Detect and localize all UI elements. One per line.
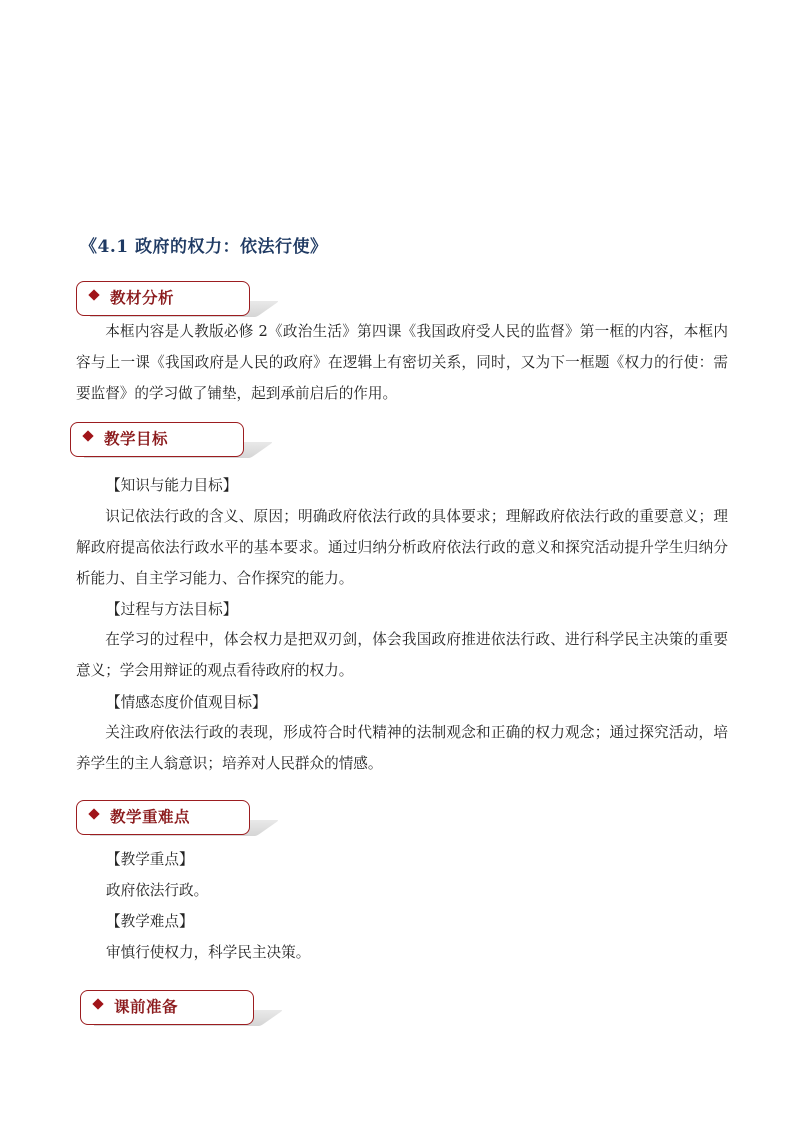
difficulty-text: 审慎行使权力，科学民主决策。	[106, 944, 311, 961]
section-heading-analysis	[76, 281, 276, 316]
emotion-goal-label: 【情感态度价值观目标】	[106, 694, 267, 711]
section-heading-key-points	[76, 800, 276, 835]
section-heading-label: 教学重难点	[110, 807, 191, 826]
knowledge-goal-paragraph: 识记依法行政的含义、原因；明确政府依法行政的具体要求；理解政府依法行政的重要意义；理解政府提高依法行政水平的基本要求。通过归纳分析政府依法行政的意义和探究活动提升学生归纳分析能力、自主学习能力、合作探究的能力。	[76, 508, 728, 587]
focus-text: 政府依法行政。	[106, 882, 209, 899]
process-goal-label: 【过程与方法目标】	[106, 601, 238, 618]
section-heading-label: 教学目标	[104, 429, 169, 448]
analysis-paragraph: 本框内容是人教版必修 2《政治生活》第四课《我国政府受人民的监督》第一框的内容，本框内容与上一课《我国政府是人民的政府》在逻辑上有密切关系，同时，又为下一框题《权力的行使：需要监督》的学习做了铺垫，起到承前启后的作用。	[76, 323, 728, 402]
section-heading-preparation	[80, 990, 280, 1025]
focus-label: 【教学重点】	[106, 851, 194, 868]
document-title: 《4.1 政府的权力：依法行使》	[80, 237, 328, 257]
section-heading-objectives	[70, 422, 270, 457]
emotion-goal-paragraph: 关注政府依法行政的表现，形成符合时代精神的法制观念和正确的权力观念；通过探究活动，培养学生的主人翁意识；培养对人民群众的情感。	[76, 724, 728, 772]
section-heading-label: 教材分析	[110, 288, 175, 307]
difficulty-label: 【教学难点】	[106, 913, 194, 930]
section-heading-label: 课前准备	[114, 997, 179, 1016]
process-goal-paragraph: 在学习的过程中，体会权力是把双刃剑，体会我国政府推进依法行政、进行科学民主决策的重要意义；学会用辩证的观点看待政府的权力。	[76, 631, 728, 679]
knowledge-goal-label: 【知识与能力目标】	[106, 477, 238, 494]
